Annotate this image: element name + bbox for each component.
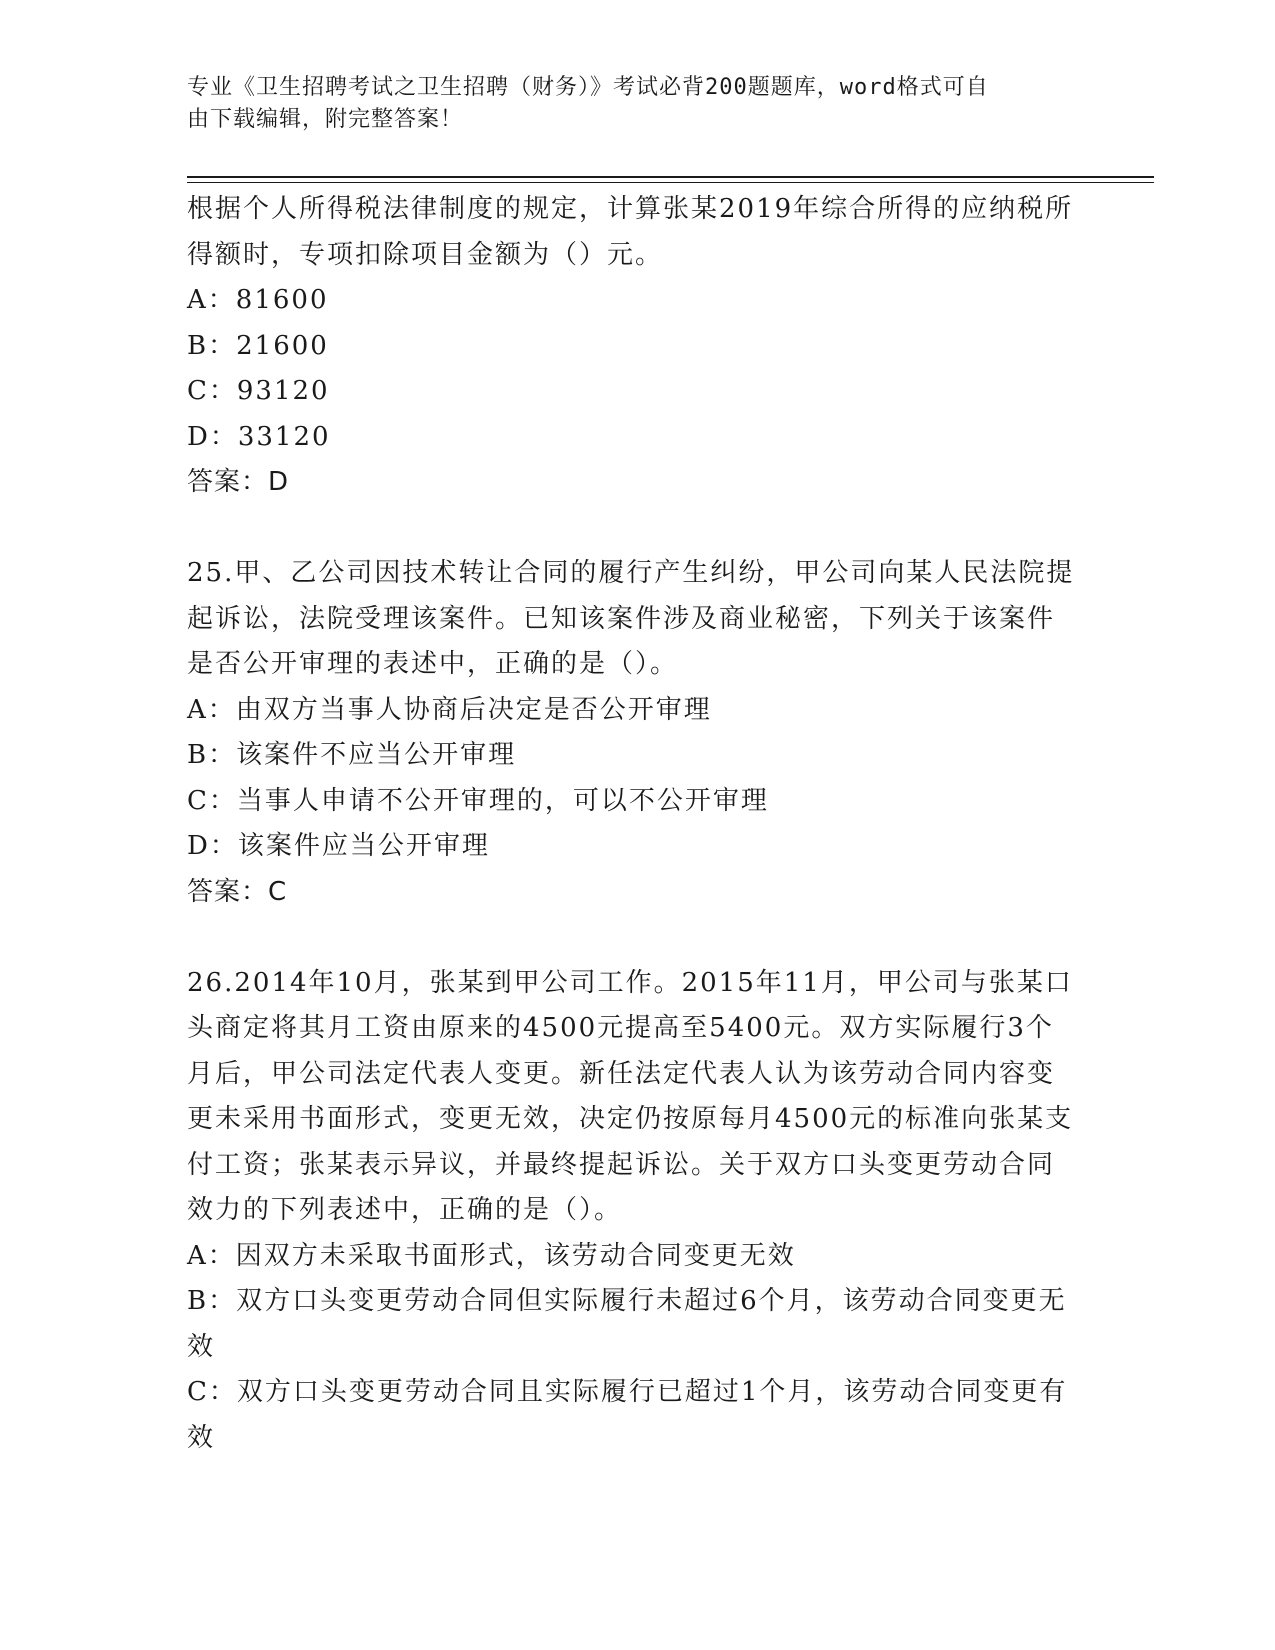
answer-line: 答案：D bbox=[187, 467, 290, 497]
question-stem: 根据个人所得税法律制度的规定，计算张某2019年综合所得的应纳税所得额时，专项扣除项目金额为（）元。 bbox=[187, 194, 1074, 270]
spacer bbox=[187, 506, 1077, 552]
option-a: A：81600 bbox=[187, 285, 329, 315]
option-d: D：33120 bbox=[187, 421, 331, 452]
header-line-2: 由下载编辑，附完整答案！ bbox=[187, 107, 464, 132]
option-b: B：21600 bbox=[187, 330, 329, 361]
option-c: C：当事人申请不公开审理的，可以不公开审理 bbox=[187, 785, 769, 816]
question-stem: 26.2014年10月，张某到甲公司工作。2015年11月，甲公司与张某口头商定将其月工资由原来的4500元提高至5400元。双方实际履行3个月后，甲公司法定代表人变更。新任法定代表人认为该劳动合同内容变更未采用书面形式，变更无效，决定仍按原每月4500元的标准向张某支付工资；张某表示异议，并最终提起诉讼。关于双方口头变更劳动合同效力的下列表述中，正确的是（）。 bbox=[187, 967, 1074, 1225]
option-a: A：因双方未采取书面形式，该劳动合同变更无效 bbox=[187, 1240, 796, 1271]
header-line-1: 专业《卫生招聘考试之卫生招聘（财务）》考试必背200题题库，word格式可自 bbox=[187, 75, 989, 100]
question-block bbox=[187, 961, 1077, 1462]
option-c: C：93120 bbox=[187, 376, 330, 406]
option-b: B：该案件不应当公开审理 bbox=[187, 740, 517, 770]
document-header bbox=[187, 72, 1067, 136]
question-block bbox=[187, 187, 1077, 506]
answer-line: 答案：C bbox=[187, 876, 288, 907]
option-a: A：由双方当事人协商后决定是否公开审理 bbox=[187, 694, 712, 725]
option-b: B：双方口头变更劳动合同但实际履行未超过6个月，该劳动合同变更无效 bbox=[187, 1286, 1067, 1362]
question-block bbox=[187, 551, 1077, 915]
spacer bbox=[187, 915, 1077, 961]
header-rule-thin bbox=[187, 182, 1154, 183]
header-rule-thick bbox=[187, 176, 1154, 178]
question-list bbox=[187, 187, 1077, 1461]
option-d: D：该案件应当公开审理 bbox=[187, 831, 490, 861]
question-stem: 25.甲、乙公司因技术转让合同的履行产生纠纷，甲公司向某人民法院提起诉讼，法院受理该案件。已知该案件涉及商业秘密，下列关于该案件是否公开审理的表述中，正确的是（）。 bbox=[187, 558, 1075, 679]
option-c: C：双方口头变更劳动合同且实际履行已超过1个月，该劳动合同变更有效 bbox=[187, 1377, 1068, 1453]
